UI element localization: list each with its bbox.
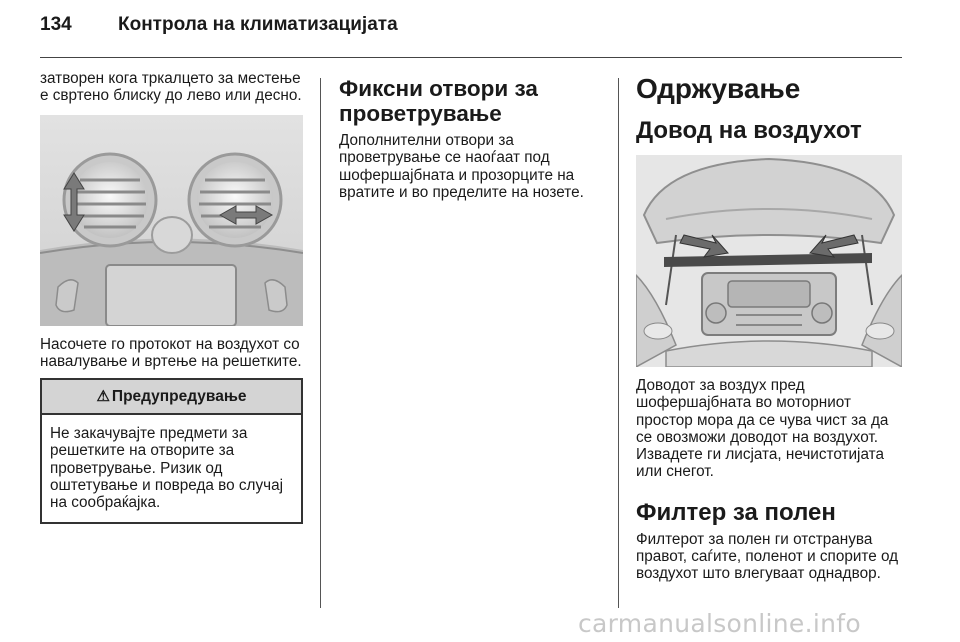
- column-middle: [339, 76, 602, 201]
- maintenance-heading: Одржување: [636, 73, 801, 104]
- air-intake-heading: Довод на воздухот: [636, 117, 862, 144]
- air-vents-illustration: [40, 115, 303, 326]
- watermark: carmanualsonline.info: [578, 609, 861, 638]
- pollen-filter-heading: Филтер за полен: [636, 498, 836, 526]
- fixed-vents-text: Дополнителни отвори за проветрување се наоѓаат под шофершајбната и прозорците на вратите и во пределите на нозете.: [339, 132, 584, 201]
- page-number: 134: [40, 14, 72, 35]
- chapter-title: Контрола на климатизацијата: [118, 14, 398, 35]
- column-right: [636, 73, 902, 583]
- engine-bay-illustration: [636, 155, 902, 367]
- column-divider: [618, 78, 619, 608]
- header-divider: [40, 57, 902, 58]
- air-intake-text: Доводот за воздух пред шофершајбната во моторниот простор мора да се чува чист за да се овозможи доводот на воздухот. Извадете ги лисјата, нечистотијата или снегот.: [636, 377, 889, 481]
- warning-box: [40, 378, 303, 523]
- warning-text: Не закачувајте предмети за решетките на отворите за проветрување. Ризик од оштетување и повреда во случај на сообраќајка.: [50, 425, 283, 512]
- column-divider: [320, 78, 321, 608]
- column-left: [40, 70, 303, 524]
- fixed-vents-heading: Фиксни отвори за проветрување: [339, 76, 538, 126]
- figure-caption: Насочете го протокот на воздухот со навалување и вртење на решетките.: [40, 335, 302, 370]
- pollen-filter-text: Филтерот за полен ги отстранува правот, саѓите, поленот и спорите од воздухот што влегуваат однадвор.: [636, 530, 899, 583]
- warning-icon: ⚠: [96, 388, 110, 406]
- page-header: [40, 14, 398, 36]
- warning-title: ⚠ Предупредување: [42, 380, 301, 415]
- intro-text: затворен кога тркалцето за местење е свртено блиску до лево или десно.: [40, 70, 302, 105]
